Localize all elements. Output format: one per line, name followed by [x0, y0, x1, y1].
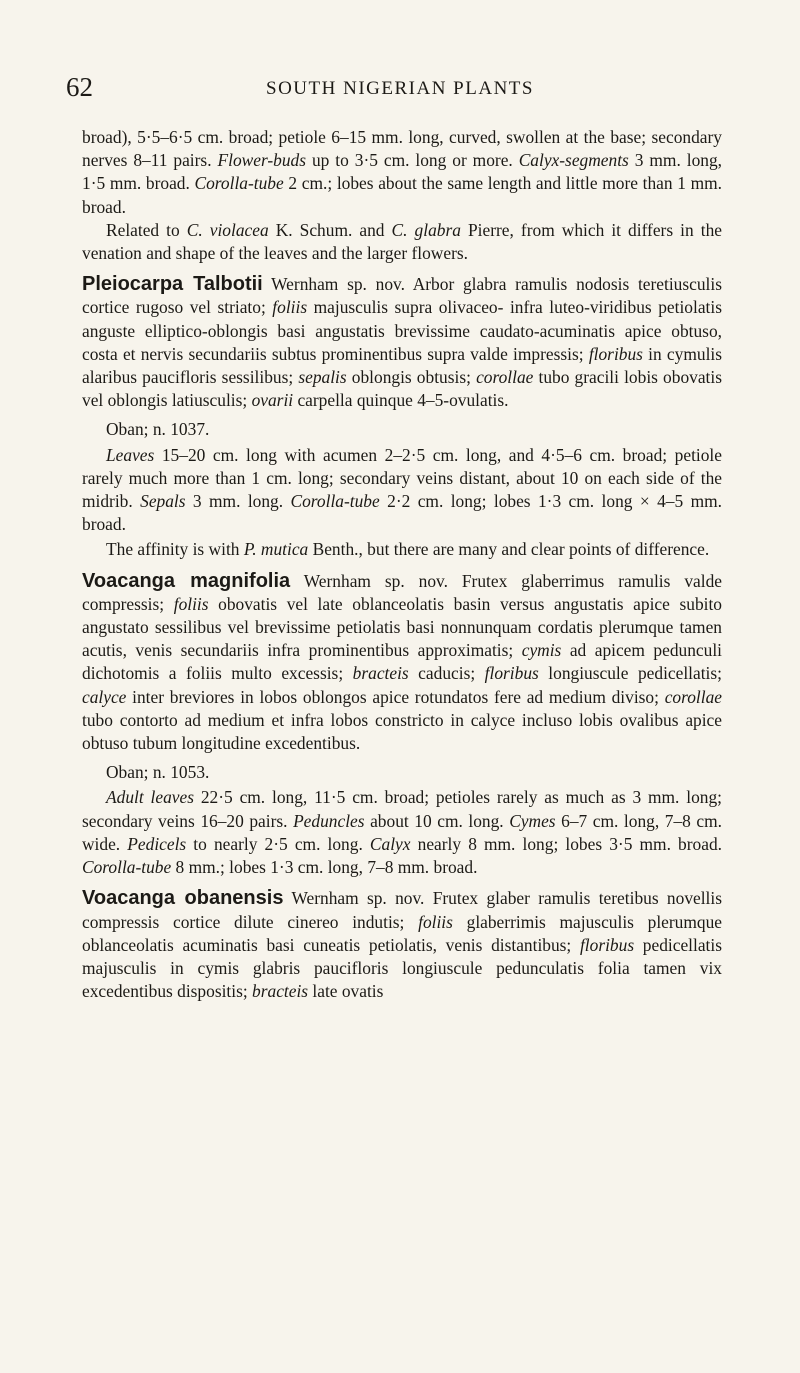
italic-term: cymis — [521, 640, 562, 661]
italic-term: floribus — [579, 934, 635, 955]
italic-term: Flower-buds — [217, 150, 307, 171]
intro-paragraph: broad), 5·5–6·5 cm. broad; petiole 6–15 mm. long, curved, swollen at the base; secondary nerves 8–11 pairs. Flower-buds up to 3·5 cm. long or more. Calyx-segments 3 mm. long, 1·5 mm. broad. Corolla-tube 2 cm.; lobes about the same length and little more than 1 mm. broad. — [82, 127, 722, 217]
italic-term: Pedicels — [127, 833, 187, 854]
species-diagnosis: Wernham sp. nov. Frutex glaberrimus ramulis valde compressis; foliis obovatis vel late oblanceolatis basin versus angustatis apice subito angustato sessilibus vel brevissime petiolatis basi nonnunquam cordatis plerumque tamen acutis, venis secundariis infra prominentibus approximatis; cymis ad apicem pedunculi dichotomis a foliis multo excessis; bracteis caducis; floribus longiuscule pedicellatis; calyce inter breviores in lobos oblongos apice rotundatos fere ad medium diviso; corollae tubo contorto ad medium et infra lobos constricto in calyce incluso lobis ovalibus apice obtuso tubum longitudine excedentibus. — [82, 570, 722, 754]
species-name: Voacanga obanensis — [82, 887, 284, 910]
page-body — [82, 126, 722, 1003]
italic-term: sepalis — [298, 367, 347, 388]
italic-term: foliis — [173, 593, 209, 614]
species-description: Leaves 15–20 cm. long with acumen 2–2·5 cm. long, and 4·5–6 cm. broad; petiole rarely much more than 1 cm. long; secondary veins distant, about 10 on each side of the midrib. Sepals 3 mm. long. Corolla-tube 2·2 cm. long; lobes 1·3 cm. long × 4–5 mm. broad. — [82, 444, 722, 535]
species-entry-voacanga-magnifolia — [82, 570, 722, 880]
page-number: 62 — [66, 72, 93, 102]
italic-term: foliis — [272, 297, 308, 318]
italic-term: Calyx — [369, 833, 411, 854]
italic-term: Leaves — [106, 444, 155, 465]
specimen-citation: Oban; n. 1037. — [106, 419, 210, 440]
italic-term: floribus — [588, 343, 643, 364]
specimen-citation: Oban; n. 1053. — [106, 762, 210, 783]
species-diagnosis: Wernham sp. nov. Frutex glaber ramulis teretibus novellis compressis cortice dilute cinereo indutis; foliis glaberrimis majusculis plerumque oblanceolatis acuminatis basi cuneatis petiolatis, venis distantibus; floribus pedicellatis majusculis in cymis glabris paucifloris longiuscule pedunculatis folia tamen vix excedentibus dispositis; bracteis late ovatis — [82, 888, 722, 1002]
italic-term: Adult leaves — [106, 787, 194, 808]
italic-term: foliis — [418, 911, 453, 932]
species-entry-pleiocarpa-talbotii — [82, 273, 722, 561]
italic-term: floribus — [484, 663, 539, 684]
italic-term: ovarii — [251, 390, 294, 411]
species-name: Pleiocarpa Talbotii — [82, 273, 263, 296]
italic-term: Peduncles — [293, 810, 365, 831]
italic-term: bracteis — [352, 663, 409, 684]
italic-term: corollae — [476, 367, 534, 388]
italic-term: P. mutica — [243, 539, 309, 560]
italic-term: Cymes — [509, 810, 556, 831]
species-name: Voacanga magnifolia — [82, 569, 291, 592]
italic-term: C. glabra — [391, 219, 461, 240]
italic-term: C. violacea — [186, 219, 269, 240]
running-title: SOUTH NIGERIAN PLANTS — [266, 78, 534, 99]
species-description: Adult leaves 22·5 cm. long, 11·5 cm. broad; petioles rarely as much as 3 mm. long; secondary veins 16–20 pairs. Peduncles about 10 cm. long. Cymes 6–7 cm. long, 7–8 cm. wide. Pedicels to nearly 2·5 cm. long. Calyx nearly 8 mm. long; lobes 3·5 mm. broad. Corolla-tube 8 mm.; lobes 1·3 cm. long, 7–8 mm. broad. — [82, 787, 722, 878]
italic-term: Corolla-tube — [82, 857, 172, 878]
italic-term: Sepals — [140, 491, 186, 512]
italic-term: calyce — [82, 686, 127, 707]
page-header — [0, 72, 800, 106]
intro-affinity-paragraph: Related to C. violacea K. Schum. and C. glabra Pierre, from which it differs in the venation and shape of the leaves and the larger flowers. — [82, 219, 722, 264]
italic-term: Corolla-tube — [194, 173, 284, 194]
species-affinity: The affinity is with P. mutica Benth., but there are many and clear points of difference. — [106, 539, 710, 560]
species-diagnosis: Wernham sp. nov. Arbor glabra ramulis nodosis teretiusculis cortice rugoso vel striato; foliis majusculis supra olivaceo- infra luteo-viridibus petiolatis anguste elliptico-oblongis basi angustatis brevissime caudato-acuminatis apice obtuso, costa et nervis secundariis subtus prominentibus supra valde impressis; floribus in cymulis alaribus paucifloris sessilibus; sepalis oblongis obtusis; corollae tubo gracili lobis obovatis vel oblongis latiusculis; ovarii carpella quinque 4–5-ovulatis. — [82, 274, 722, 411]
italic-term: Calyx-segments — [518, 150, 629, 171]
italic-term: bracteis — [252, 981, 309, 1002]
italic-term: corollae — [664, 686, 722, 707]
italic-term: Corolla-tube — [290, 491, 380, 512]
species-entry-voacanga-obanensis — [82, 887, 722, 1003]
